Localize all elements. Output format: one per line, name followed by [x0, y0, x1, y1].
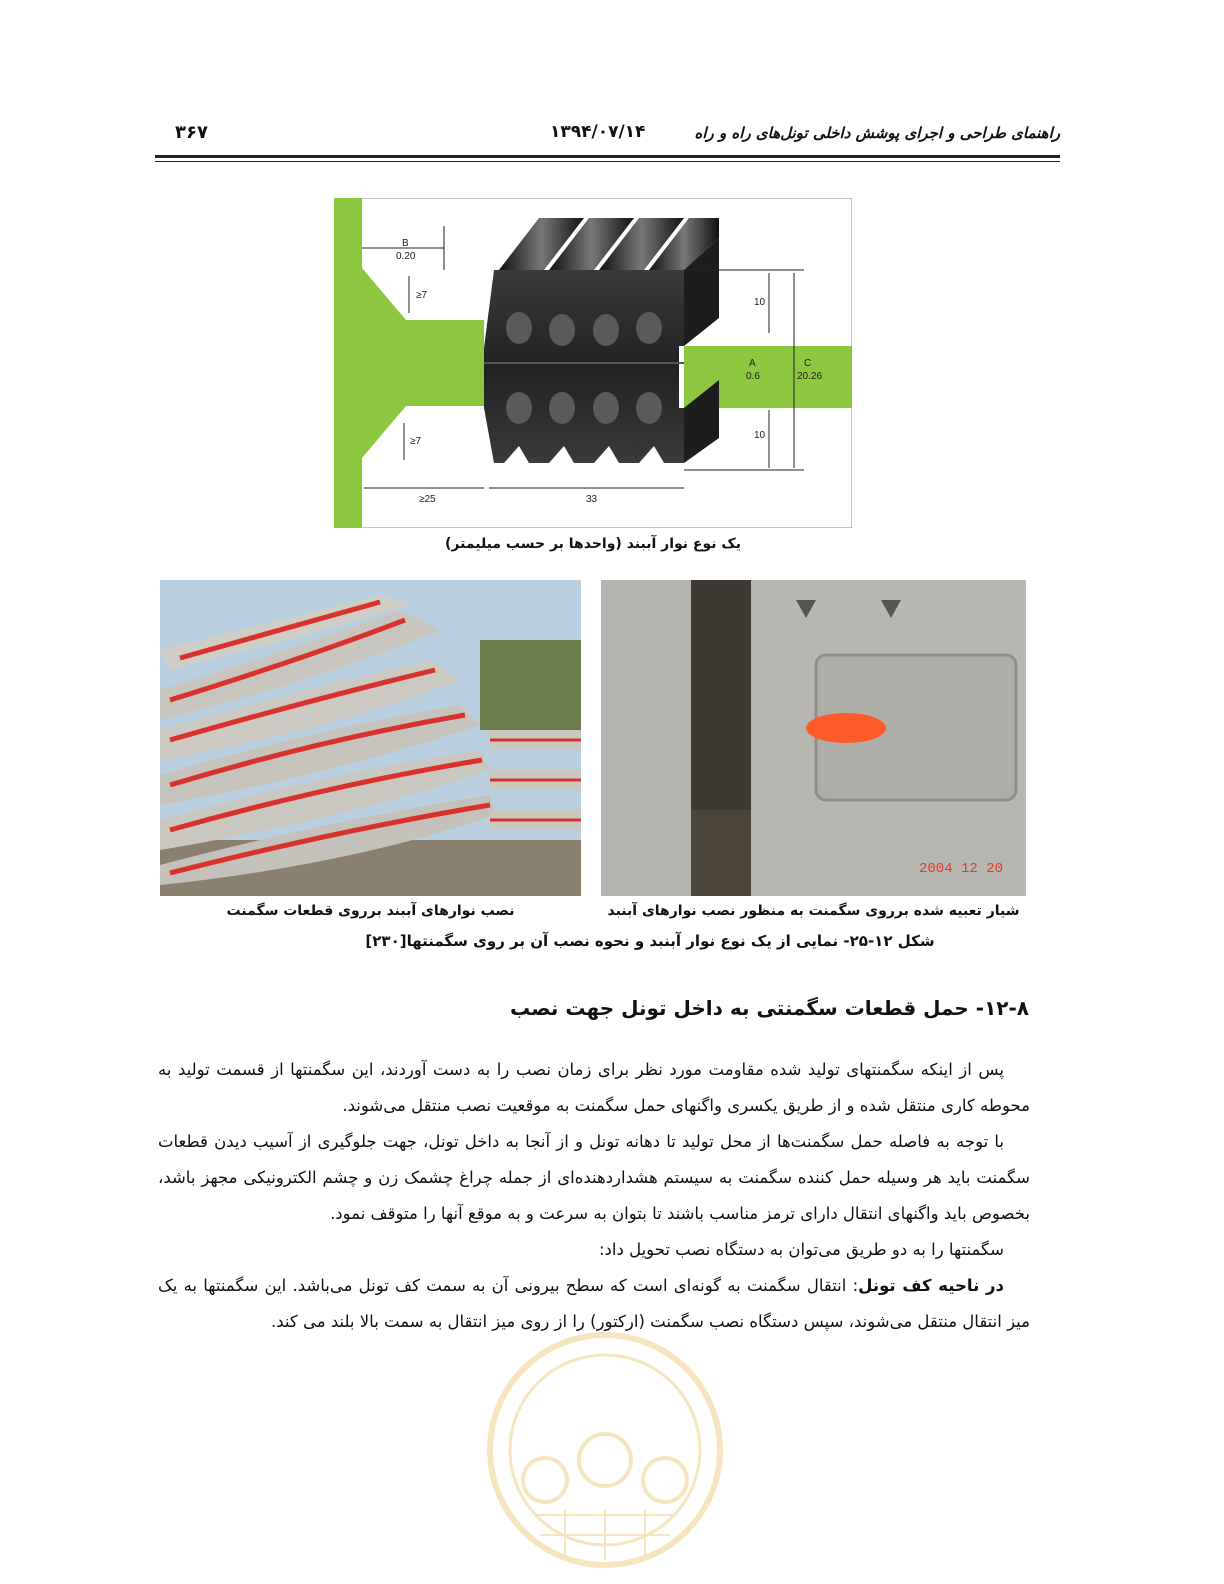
page-number: ۳۶۷ [175, 122, 208, 143]
section-heading: ۱۲-۸- حمل قطعات سگمنتی به داخل تونل جهت نصب [510, 996, 1029, 1020]
paragraph-4-lead: در ناحیه کف تونل [858, 1276, 1004, 1295]
header-date: ۱۳۹۴/۰۷/۱۴ [550, 122, 646, 142]
segments-photo [160, 580, 581, 896]
paragraph-2: با توجه به فاصله حمل سگمنت‌ها از محل تولید تا دهانه تونل و از آنجا به داخل تونل، جهت جلوگیری از آسیب دیدن قطعات سگمنت باید هر وسیله حمل کننده سگمنت به سیستم هشداردهنده‌ای از جمله چراغ چشمک زن و چشم الکترونیکی مجهز باشد، بخصوص باید واگنهای انتقال دارای ترمز مناسب باشند تا بتوان به سرعت و به موقع آنها را متوقف نمود. [158, 1132, 1030, 1223]
watermark-seal [485, 1330, 725, 1584]
page-header [155, 120, 1060, 160]
dim-ge7-top: ≥7 [416, 290, 428, 301]
diagram-caption: یک نوع نوار آببند (واحدها بر حسب میلیمتر) [445, 536, 741, 552]
body-text [158, 1052, 1030, 1340]
paragraph-1: پس از اینکه سگمنتهای تولید شده مقاومت مورد نظر برای زمان نصب را به دست آوردند، این سگمنتها از قسمت تولید به محوطه کاری منتقل شده و از طریق یکسری واگنهای حمل سگمنت به موقعیت نصب منتقل می‌شوند. [158, 1060, 1030, 1115]
paragraph-4-rest: : انتقال سگمنت به گونه‌ای است که سطح بیرونی آن به سمت کف تونل می‌باشد. این سگمنتها به یک میز انتقال منتقل می‌شوند، سپس دستگاه نصب سگمنت (ارکتور) را از روی میز انتقال به سمت بالا بلند می کند. [158, 1276, 1030, 1331]
dim-b-name: B [402, 238, 409, 249]
dim-33: 33 [586, 494, 598, 505]
dim-ge25: ≥25 [419, 494, 436, 505]
left-photo-caption: نصب نوارهای آببند برروی قطعات سگمنت [226, 903, 515, 919]
header-rule-thin [155, 161, 1060, 162]
right-photo-caption: شیار تعبیه شده برروی سگمنت به منظور نصب نوارهای آبنبد [607, 903, 1020, 919]
dim-a-value: 0.6 [746, 371, 760, 382]
gasket-body [484, 270, 684, 463]
date-stamp: 2004 12 20 [919, 861, 1004, 877]
groove-photo [601, 580, 1026, 896]
dim-c-name: C [804, 358, 812, 369]
paragraph-3: سگمنتها را به دو طریق می‌توان به دستگاه نصب تحویل داد: [599, 1240, 1004, 1259]
paint-mark [806, 713, 886, 743]
gasket-diagram [334, 198, 852, 528]
dim-b-value: 0.20 [396, 251, 416, 262]
header-rule [155, 155, 1060, 158]
dim-ge7-bottom: ≥7 [410, 436, 422, 447]
dim-10-bottom: 10 [754, 430, 766, 441]
book-title: راهنمای طراحی و اجرای پوشش داخلی تونل‌های راه و راه [694, 124, 1060, 142]
figure-caption: شکل ۱۲-۲۵- نمایی از یک نوع نوار آبنبد و نحوه نصب آن بر روی سگمنتها[۲۳۰] [365, 932, 935, 950]
dim-10-top: 10 [754, 297, 766, 308]
dim-c-value: 20.26 [797, 371, 823, 382]
dim-a-name: A [749, 358, 756, 369]
